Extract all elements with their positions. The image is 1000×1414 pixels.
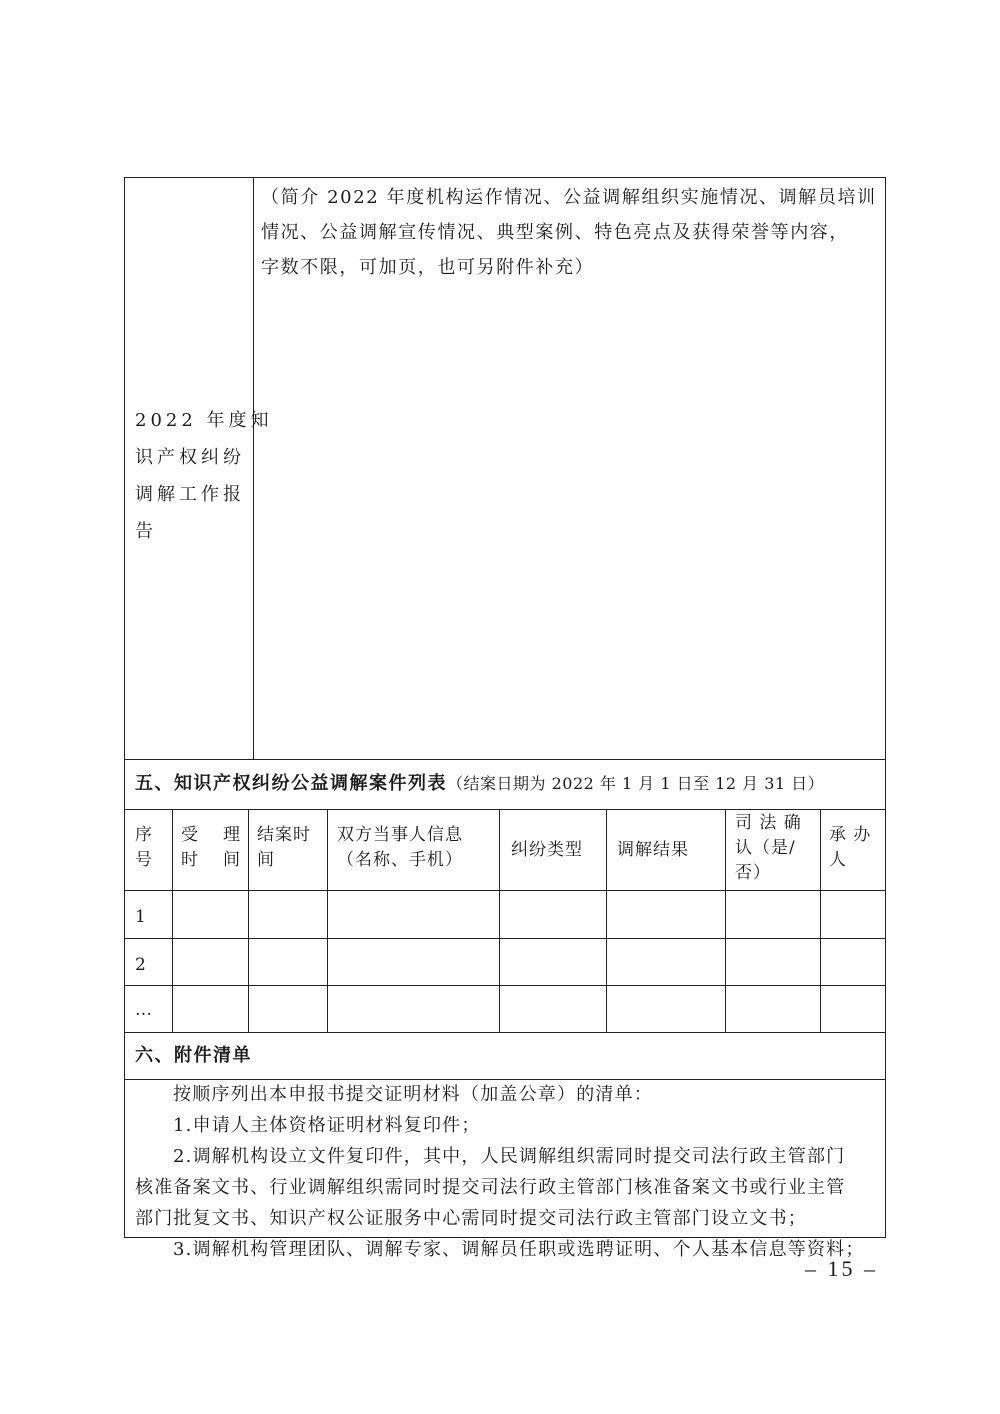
divider bbox=[125, 890, 885, 891]
divider bbox=[125, 759, 885, 760]
header-text: 调解结果 bbox=[617, 840, 689, 860]
header-result bbox=[617, 838, 689, 863]
header-text: 否） bbox=[735, 863, 771, 883]
section6-title: 六、附件清单 bbox=[135, 1045, 252, 1066]
instruction-line: 字数不限，可加页，也可另附件补充） bbox=[261, 257, 595, 278]
form-table bbox=[124, 177, 886, 1260]
col-line bbox=[725, 809, 726, 1032]
header-close-time bbox=[257, 823, 311, 873]
table-row-number: 2 bbox=[135, 955, 147, 975]
report-label-line: 告 bbox=[135, 521, 157, 542]
report-label-line: 识产权纠纷 bbox=[135, 447, 245, 468]
header-text: 双方当事人信息 bbox=[337, 825, 463, 845]
section6-line: 2.调解机构设立文件复印件，其中，人民调解组织需同时提交司法行政主管部门 bbox=[173, 1146, 846, 1167]
table-row-number: 1 bbox=[135, 907, 147, 927]
header-parties bbox=[337, 823, 463, 873]
page-number: – 15 – bbox=[805, 1256, 878, 1281]
report-label-line: 调解工作报 bbox=[135, 484, 245, 505]
col-line bbox=[327, 809, 328, 1032]
col-line bbox=[248, 809, 249, 1032]
header-text: 受 理 bbox=[181, 825, 244, 845]
section5-title: 五、知识产权纠纷公益调解案件列表 bbox=[135, 773, 447, 794]
report-label-line: 2022 年度知 bbox=[135, 410, 273, 431]
section5-note: （结案日期为 2022 年 1 月 1 日至 12 月 31 日） bbox=[447, 774, 825, 793]
header-text: 纠纷类型 bbox=[511, 840, 583, 860]
header-seq bbox=[135, 823, 153, 873]
header-text: 认（是/ bbox=[735, 838, 796, 858]
section5-title-row bbox=[135, 766, 824, 802]
divider bbox=[125, 809, 885, 810]
section6-line: 1.申请人主体资格证明材料复印件； bbox=[173, 1115, 481, 1136]
divider bbox=[125, 985, 885, 986]
section6-line: 3.调解机构管理团队、调解专家、调解员任职或选聘证明、个人基本信息等资料； bbox=[173, 1239, 865, 1260]
header-judicial bbox=[735, 811, 802, 886]
header-text: （名称、手机） bbox=[337, 850, 463, 870]
divider bbox=[125, 1032, 885, 1033]
instruction-line: （简介 2022 年度机构运作情况、公益调解组织实施情况、调解员培训 bbox=[261, 187, 877, 208]
col-line bbox=[606, 809, 607, 1032]
col-line bbox=[820, 809, 821, 1032]
header-text: 号 bbox=[135, 850, 153, 870]
header-text: 时 间 bbox=[181, 850, 244, 870]
report-label bbox=[135, 402, 273, 550]
section6-line: 按顺序列出本申报书提交证明材料（加盖公章）的清单： bbox=[173, 1084, 653, 1105]
divider bbox=[125, 938, 885, 939]
header-text: 序 bbox=[135, 825, 153, 845]
instruction-line: 情况、公益调解宣传情况、典型案例、特色亮点及获得荣誉等内容， bbox=[261, 222, 849, 243]
header-accept-time bbox=[181, 823, 244, 873]
header-text: 承 办 bbox=[829, 825, 872, 845]
section6-line: 核准备案文书、行业调解组织需同时提交司法行政主管部门核准备案文书或行业主管 bbox=[135, 1177, 846, 1198]
header-text: 司 法 确 bbox=[735, 813, 802, 833]
header-dispute-type bbox=[511, 838, 583, 863]
report-instruction bbox=[261, 180, 877, 285]
header-text: 结案时 bbox=[257, 825, 311, 845]
header-handler bbox=[829, 823, 871, 873]
col-line bbox=[499, 809, 500, 1032]
section6-line: 部门批复文书、知识产权公证服务中心需同时提交司法行政主管部门设立文书； bbox=[135, 1208, 807, 1229]
col-line bbox=[172, 809, 173, 1032]
header-text: 人 bbox=[829, 850, 847, 870]
table-row-number: … bbox=[135, 1000, 153, 1020]
header-text: 间 bbox=[257, 850, 275, 870]
section6-body bbox=[135, 1079, 865, 1265]
